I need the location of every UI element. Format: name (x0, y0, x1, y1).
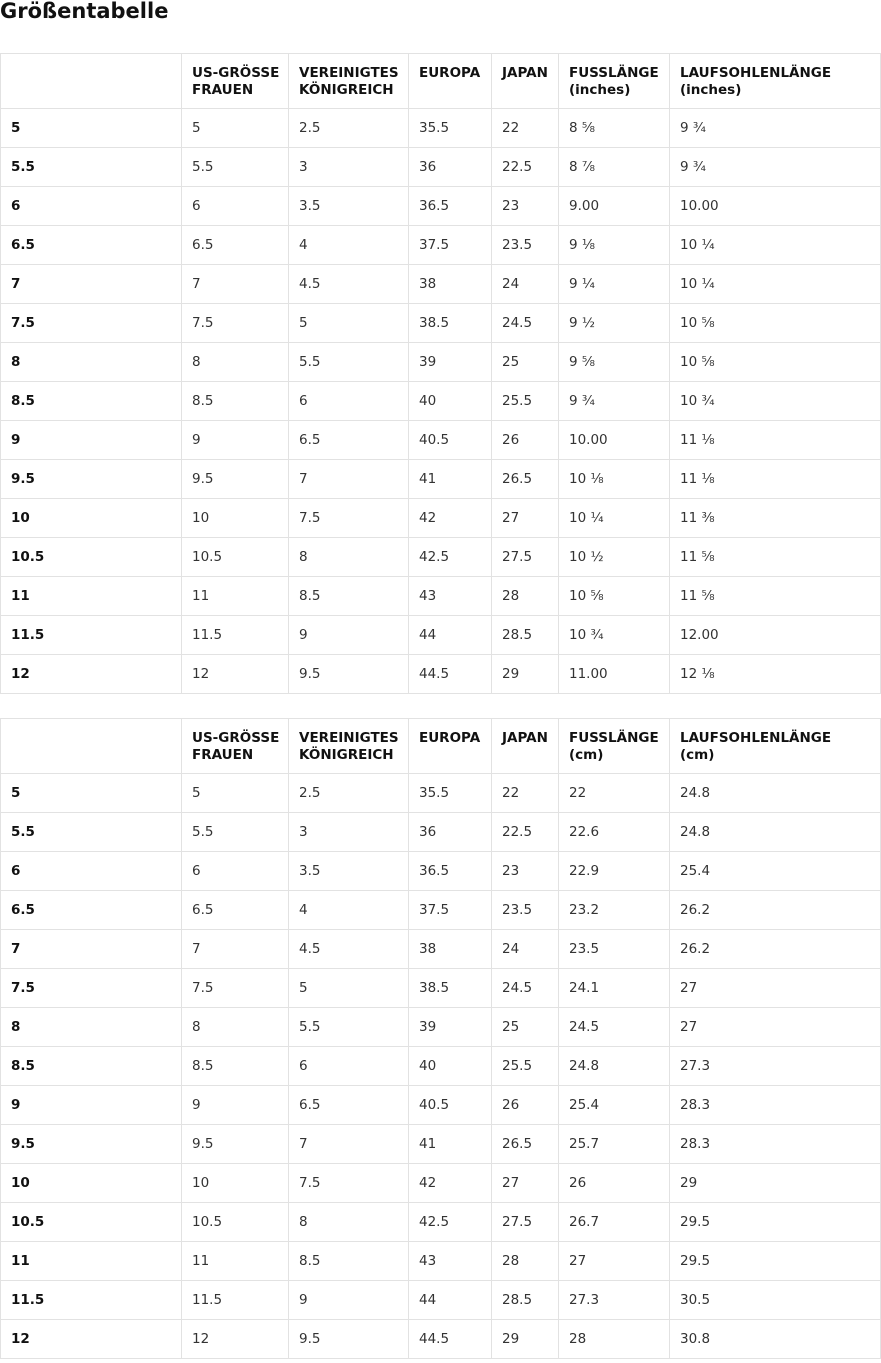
table-cell: 38.5 (409, 304, 492, 343)
row-size-label: 5.5 (1, 148, 182, 187)
table-cell: 11.5 (182, 616, 289, 655)
table-cell: 41 (409, 460, 492, 499)
table-row (1, 1008, 881, 1047)
table-cell: 28 (559, 1320, 670, 1359)
table-row (1, 226, 881, 265)
table-cell: 41 (409, 1125, 492, 1164)
table-cell: 8 (182, 1008, 289, 1047)
table-cell: 24 (492, 265, 559, 304)
table-cell: 26.2 (670, 930, 881, 969)
table-row (1, 148, 881, 187)
table-cell: 5 (289, 969, 409, 1008)
table-cell: 3.5 (289, 187, 409, 226)
column-header (559, 54, 670, 109)
table-cell: 11 ⅜ (670, 499, 881, 538)
table-cell: 10 ⅝ (559, 577, 670, 616)
table-cell: 22.5 (492, 148, 559, 187)
table-cell: 6 (289, 382, 409, 421)
table-cell: 11 ⅝ (670, 577, 881, 616)
table-cell: 27.5 (492, 538, 559, 577)
table-row (1, 1125, 881, 1164)
row-size-label: 10.5 (1, 538, 182, 577)
table-cell: 6.5 (182, 226, 289, 265)
column-header (182, 54, 289, 109)
column-header-line: JAPAN (502, 730, 548, 746)
table-cell: 29 (670, 1164, 881, 1203)
table-row (1, 969, 881, 1008)
table-cell: 23.5 (492, 226, 559, 265)
table-cell: 24.8 (559, 1047, 670, 1086)
table-cell: 29.5 (670, 1203, 881, 1242)
table-cell: 11.00 (559, 655, 670, 694)
table-cell: 4.5 (289, 265, 409, 304)
row-size-label: 8 (1, 343, 182, 382)
table-row (1, 304, 881, 343)
table-cell: 42.5 (409, 538, 492, 577)
table-cell: 9.5 (182, 460, 289, 499)
row-size-label: 5.5 (1, 813, 182, 852)
column-header-line: LAUFSOHLENLÄNGE (680, 65, 832, 81)
column-header (409, 719, 492, 774)
table-cell: 24.5 (492, 304, 559, 343)
table-cell: 25 (492, 1008, 559, 1047)
table-row (1, 930, 881, 969)
table-cell: 26 (492, 1086, 559, 1125)
table-cell: 8 ⅝ (559, 109, 670, 148)
table-cell: 28 (492, 1242, 559, 1281)
table-cell: 26.5 (492, 1125, 559, 1164)
table-cell: 27 (559, 1242, 670, 1281)
column-header (1, 54, 182, 109)
table-cell: 44 (409, 616, 492, 655)
row-size-label: 11.5 (1, 616, 182, 655)
column-header (289, 54, 409, 109)
table-row (1, 265, 881, 304)
column-header-line: (cm) (680, 747, 715, 763)
table-row (1, 655, 881, 694)
table-row (1, 1320, 881, 1359)
row-size-label: 9.5 (1, 1125, 182, 1164)
table-cell: 10 ⅝ (670, 343, 881, 382)
table-cell: 8.5 (182, 1047, 289, 1086)
table-cell: 12.00 (670, 616, 881, 655)
table-cell: 3.5 (289, 852, 409, 891)
table-cell: 10 ¼ (559, 499, 670, 538)
column-header-line: (cm) (569, 747, 604, 763)
table-cell: 25 (492, 343, 559, 382)
table-cell: 6.5 (289, 421, 409, 460)
table-cell: 4 (289, 891, 409, 930)
column-header-line: VEREINIGTES (299, 65, 399, 81)
column-header (182, 719, 289, 774)
table-cell: 23.5 (559, 930, 670, 969)
table-cell: 10.5 (182, 1203, 289, 1242)
table-cell: 38.5 (409, 969, 492, 1008)
table-cell: 5 (182, 109, 289, 148)
table-cell: 24.8 (670, 813, 881, 852)
table-cell: 22.5 (492, 813, 559, 852)
table-header-row (1, 719, 881, 774)
column-header-line: EUROPA (419, 65, 481, 81)
table-cell: 28 (492, 577, 559, 616)
column-header-line: FUSSLÄNGE (569, 730, 659, 746)
table-cell: 12 (182, 1320, 289, 1359)
table-cell: 5 (289, 304, 409, 343)
table-cell: 7 (182, 930, 289, 969)
table-cell: 27.5 (492, 1203, 559, 1242)
table-cell: 36.5 (409, 852, 492, 891)
table-cell: 9 ¾ (670, 109, 881, 148)
table-row (1, 499, 881, 538)
table-cell: 40 (409, 1047, 492, 1086)
table-row (1, 1242, 881, 1281)
column-header (1, 719, 182, 774)
column-header (492, 54, 559, 109)
table-cell: 42 (409, 1164, 492, 1203)
table-cell: 26 (559, 1164, 670, 1203)
table-cell: 8.5 (289, 577, 409, 616)
table-cell: 6 (289, 1047, 409, 1086)
table-header-row (1, 54, 881, 109)
table-cell: 28.3 (670, 1125, 881, 1164)
table-cell: 27.3 (670, 1047, 881, 1086)
column-header-line: FRAUEN (192, 747, 254, 763)
table-cell: 39 (409, 343, 492, 382)
row-size-label: 10.5 (1, 1203, 182, 1242)
table-row (1, 538, 881, 577)
table-cell: 5 (182, 774, 289, 813)
table-cell: 5.5 (182, 148, 289, 187)
table-cell: 43 (409, 1242, 492, 1281)
row-size-label: 6.5 (1, 226, 182, 265)
table-cell: 25.5 (492, 1047, 559, 1086)
column-header-line: KÖNIGREICH (299, 747, 394, 763)
table-cell: 9.00 (559, 187, 670, 226)
table-cell: 8 (289, 538, 409, 577)
row-size-label: 7 (1, 930, 182, 969)
table-cell: 28.5 (492, 1281, 559, 1320)
table-cell: 44.5 (409, 655, 492, 694)
table-cell: 11 ⅛ (670, 460, 881, 499)
table-cell: 5.5 (289, 1008, 409, 1047)
table-cell: 11 ⅛ (670, 421, 881, 460)
column-header-line: FUSSLÄNGE (569, 65, 659, 81)
table-row (1, 852, 881, 891)
row-size-label: 12 (1, 655, 182, 694)
table-cell: 37.5 (409, 226, 492, 265)
table-row (1, 1203, 881, 1242)
table-cell: 22 (559, 774, 670, 813)
table-row (1, 1047, 881, 1086)
column-header-line: US-GRÖSSE (192, 65, 280, 81)
table-cell: 9 ¾ (670, 148, 881, 187)
table-cell: 36 (409, 813, 492, 852)
table-row (1, 1281, 881, 1320)
column-header-line: JAPAN (502, 65, 548, 81)
column-header-line: VEREINIGTES (299, 730, 399, 746)
table-cell: 9 (289, 1281, 409, 1320)
table-cell: 10.5 (182, 538, 289, 577)
table-cell: 26.5 (492, 460, 559, 499)
table-cell: 23.5 (492, 891, 559, 930)
table-cell: 7 (182, 265, 289, 304)
table-cell: 26 (492, 421, 559, 460)
table-cell: 9 ¾ (559, 382, 670, 421)
table-cell: 9 ¼ (559, 265, 670, 304)
table-cell: 35.5 (409, 774, 492, 813)
row-size-label: 5 (1, 109, 182, 148)
table-cell: 10 (182, 1164, 289, 1203)
table-cell: 7 (289, 1125, 409, 1164)
table-cell: 23 (492, 852, 559, 891)
column-header-line: (inches) (680, 82, 742, 98)
table-row (1, 577, 881, 616)
table-cell: 44.5 (409, 1320, 492, 1359)
column-header (289, 719, 409, 774)
table-cell: 26.2 (670, 891, 881, 930)
table-row (1, 187, 881, 226)
table-cell: 26.7 (559, 1203, 670, 1242)
table-cell: 9 ⅝ (559, 343, 670, 382)
table-cell: 37.5 (409, 891, 492, 930)
table-cell: 11.5 (182, 1281, 289, 1320)
table-cell: 8.5 (289, 1242, 409, 1281)
table-cell: 6.5 (182, 891, 289, 930)
column-header-line: FRAUEN (192, 82, 254, 98)
table-cell: 22.9 (559, 852, 670, 891)
table-cell: 25.4 (670, 852, 881, 891)
table-row (1, 382, 881, 421)
row-size-label: 12 (1, 1320, 182, 1359)
table-cell: 29 (492, 655, 559, 694)
row-size-label: 11.5 (1, 1281, 182, 1320)
table-cell: 22.6 (559, 813, 670, 852)
row-size-label: 7.5 (1, 969, 182, 1008)
row-size-label: 11 (1, 577, 182, 616)
table-row (1, 109, 881, 148)
table-cell: 3 (289, 148, 409, 187)
row-size-label: 8 (1, 1008, 182, 1047)
table-cell: 9 (289, 616, 409, 655)
table-cell: 25.5 (492, 382, 559, 421)
table-row (1, 460, 881, 499)
table-cell: 25.4 (559, 1086, 670, 1125)
table-cell: 22 (492, 109, 559, 148)
row-size-label: 6 (1, 852, 182, 891)
table-cell: 10.00 (670, 187, 881, 226)
table-cell: 35.5 (409, 109, 492, 148)
table-cell: 11 (182, 1242, 289, 1281)
table-cell: 4.5 (289, 930, 409, 969)
table-cell: 36.5 (409, 187, 492, 226)
table-cell: 9 ½ (559, 304, 670, 343)
table-cell: 10 ½ (559, 538, 670, 577)
table-cell: 24 (492, 930, 559, 969)
table-cell: 10 ¾ (559, 616, 670, 655)
column-header (670, 54, 881, 109)
table-cell: 5.5 (182, 813, 289, 852)
table-cell: 27 (492, 499, 559, 538)
row-size-label: 8.5 (1, 382, 182, 421)
row-size-label: 8.5 (1, 1047, 182, 1086)
table-cell: 24.5 (559, 1008, 670, 1047)
table-cell: 9 (182, 421, 289, 460)
row-size-label: 9 (1, 1086, 182, 1125)
table-cell: 25.7 (559, 1125, 670, 1164)
column-header-line: US-GRÖSSE (192, 730, 280, 746)
table-cell: 10 ¼ (670, 226, 881, 265)
table-cell: 40.5 (409, 1086, 492, 1125)
table-cell: 11 (182, 577, 289, 616)
table-cell: 10.00 (559, 421, 670, 460)
table-cell: 8.5 (182, 382, 289, 421)
table-cell: 40.5 (409, 421, 492, 460)
table-cell: 7.5 (289, 1164, 409, 1203)
table-cell: 30.5 (670, 1281, 881, 1320)
table-cell: 38 (409, 930, 492, 969)
table-row (1, 1164, 881, 1203)
table-row (1, 616, 881, 655)
table-cell: 5.5 (289, 343, 409, 382)
row-size-label: 9 (1, 421, 182, 460)
row-size-label: 7.5 (1, 304, 182, 343)
row-size-label: 10 (1, 1164, 182, 1203)
table-row (1, 421, 881, 460)
column-header-line: (inches) (569, 82, 631, 98)
page-title: Größentabelle (0, 0, 169, 23)
table-cell: 44 (409, 1281, 492, 1320)
size-table-inches (0, 53, 881, 694)
table-cell: 9 (182, 1086, 289, 1125)
table-cell: 42 (409, 499, 492, 538)
column-header (670, 719, 881, 774)
row-size-label: 5 (1, 774, 182, 813)
table-cell: 2.5 (289, 109, 409, 148)
table-row (1, 343, 881, 382)
table-cell: 28.3 (670, 1086, 881, 1125)
table-cell: 6 (182, 852, 289, 891)
table-cell: 2.5 (289, 774, 409, 813)
column-header-line: KÖNIGREICH (299, 82, 394, 98)
table-cell: 30.8 (670, 1320, 881, 1359)
table-cell: 9.5 (182, 1125, 289, 1164)
table-cell: 39 (409, 1008, 492, 1047)
table-cell: 24.8 (670, 774, 881, 813)
table-cell: 9.5 (289, 655, 409, 694)
table-cell: 10 ¼ (670, 265, 881, 304)
table-cell: 27 (670, 969, 881, 1008)
table-cell: 8 ⅞ (559, 148, 670, 187)
table-cell: 12 (182, 655, 289, 694)
table-cell: 40 (409, 382, 492, 421)
table-cell: 27.3 (559, 1281, 670, 1320)
table-cell: 29 (492, 1320, 559, 1359)
table-cell: 12 ⅛ (670, 655, 881, 694)
row-size-label: 7 (1, 265, 182, 304)
table-row (1, 891, 881, 930)
row-size-label: 11 (1, 1242, 182, 1281)
table-cell: 11 ⅝ (670, 538, 881, 577)
table-cell: 24.1 (559, 969, 670, 1008)
column-header (559, 719, 670, 774)
table-cell: 8 (289, 1203, 409, 1242)
column-header-line: LAUFSOHLENLÄNGE (680, 730, 832, 746)
column-header (492, 719, 559, 774)
table-cell: 27 (670, 1008, 881, 1047)
table-cell: 38 (409, 265, 492, 304)
column-header-line: EUROPA (419, 730, 481, 746)
table-cell: 42.5 (409, 1203, 492, 1242)
row-size-label: 6 (1, 187, 182, 226)
table-cell: 9 ⅛ (559, 226, 670, 265)
table-cell: 23 (492, 187, 559, 226)
table-cell: 28.5 (492, 616, 559, 655)
table-cell: 29.5 (670, 1242, 881, 1281)
row-size-label: 6.5 (1, 891, 182, 930)
table-cell: 7.5 (182, 304, 289, 343)
table-cell: 22 (492, 774, 559, 813)
table-cell: 24.5 (492, 969, 559, 1008)
table-row (1, 774, 881, 813)
table-cell: 9.5 (289, 1320, 409, 1359)
table-cell: 23.2 (559, 891, 670, 930)
table-cell: 36 (409, 148, 492, 187)
table-cell: 7.5 (182, 969, 289, 1008)
table-row (1, 1086, 881, 1125)
table-row (1, 813, 881, 852)
table-cell: 10 ⅝ (670, 304, 881, 343)
table-cell: 27 (492, 1164, 559, 1203)
table-cell: 10 ¾ (670, 382, 881, 421)
table-cell: 6 (182, 187, 289, 226)
row-size-label: 9.5 (1, 460, 182, 499)
table-cell: 3 (289, 813, 409, 852)
table-cell: 4 (289, 226, 409, 265)
size-table-cm (0, 718, 881, 1359)
table-cell: 6.5 (289, 1086, 409, 1125)
table-cell: 7 (289, 460, 409, 499)
table-cell: 8 (182, 343, 289, 382)
table-cell: 43 (409, 577, 492, 616)
row-size-label: 10 (1, 499, 182, 538)
table-cell: 10 (182, 499, 289, 538)
table-cell: 10 ⅛ (559, 460, 670, 499)
table-cell: 7.5 (289, 499, 409, 538)
column-header (409, 54, 492, 109)
